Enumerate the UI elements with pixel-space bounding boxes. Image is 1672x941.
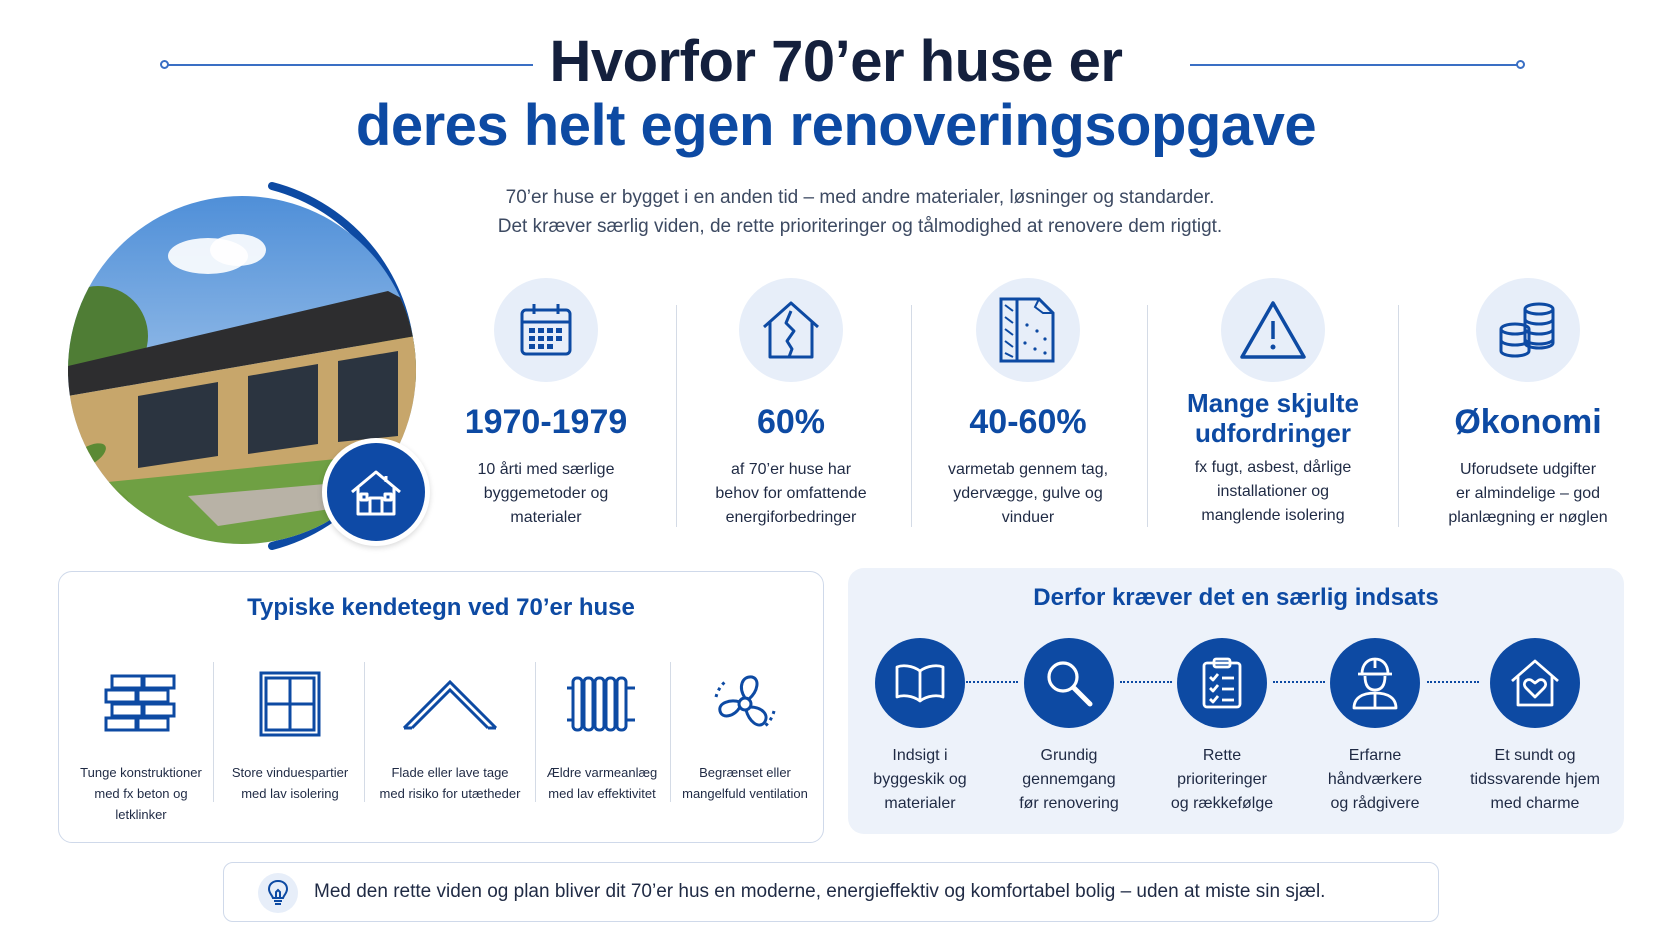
feature-label-line: med fx beton og	[94, 786, 188, 801]
steps-panel	[848, 568, 1624, 834]
radiator-icon	[537, 664, 667, 744]
step-label-line: håndværkere	[1327, 771, 1423, 788]
feature-label-line: med lav effektivitet	[548, 786, 656, 801]
title-line-2: deres helt egen renoveringsopgave	[355, 93, 1317, 158]
feature-label-line: letklinker	[115, 807, 167, 822]
stat-desc-line: fx fugt, asbest, dårlige	[1194, 459, 1352, 476]
step-label-line: materialer	[884, 795, 956, 812]
step-label-line: og rådgivere	[1330, 795, 1420, 812]
feature-old-heating	[537, 664, 667, 804]
step-label-line: Grundig	[1040, 747, 1098, 764]
features-title: Typiske kendetegn ved 70’er huse	[247, 594, 635, 621]
stat-divider	[1147, 305, 1148, 527]
stat-value: 1970-1979	[464, 403, 628, 441]
lightbulb-icon	[258, 873, 298, 913]
stat-divider	[1398, 305, 1399, 527]
feature-label-line: Begrænset eller	[699, 765, 791, 780]
footer-text: Med den rette viden og plan bliver dit 70’er hus en moderne, energieffektiv og komfortabel bolig – uden at miste sin sjæl.	[314, 881, 1326, 902]
stat-value: 40-60%	[969, 403, 1087, 441]
feature-divider	[535, 662, 536, 802]
step-label-line: prioriteringer	[1177, 771, 1267, 788]
insulation-icon	[976, 278, 1080, 382]
step-label	[1455, 744, 1615, 816]
step-label-line: gennemgang	[1022, 771, 1116, 788]
stat-hidden-challenges	[1158, 278, 1388, 528]
step-label-line: Rette	[1202, 747, 1242, 764]
warning-icon	[1221, 278, 1325, 382]
feature-label	[537, 762, 667, 804]
feature-label-line: Tunge konstruktioner	[80, 765, 202, 780]
step-insight	[845, 638, 995, 816]
subtitle-line-2: Det kræver særlig viden, de rette prioriteringer og tålmodighed at renovere dem rigtigt.	[497, 216, 1223, 237]
stat-description	[1158, 456, 1388, 528]
cracked-house-icon	[739, 278, 843, 382]
stat-divider	[911, 305, 912, 527]
stat-description	[1413, 458, 1643, 530]
stat-description	[681, 458, 901, 530]
stat-economy	[1413, 278, 1643, 530]
stat-desc-line: 10 årti med særlige	[477, 461, 615, 478]
worker-icon	[1330, 638, 1420, 728]
feature-label	[65, 762, 217, 825]
calendar-icon	[494, 278, 598, 382]
hero-image	[30, 180, 430, 560]
footer-callout	[223, 862, 1439, 922]
feature-divider	[213, 662, 214, 802]
feature-large-windows	[215, 664, 365, 804]
stat-desc-line: materialer	[510, 509, 582, 526]
step-label-line: Erfarne	[1348, 747, 1402, 764]
feature-label-line: Flade eller lave tage	[391, 765, 509, 780]
brick-wall-icon	[65, 664, 217, 744]
stat-description	[436, 458, 656, 530]
magnifier-icon	[1024, 638, 1114, 728]
step-priorities	[1147, 638, 1297, 816]
step-label-line: byggeskik og	[873, 771, 967, 788]
stat-desc-line: Uforudsete udgifter	[1459, 461, 1597, 478]
step-label-line: og rækkefølge	[1170, 795, 1274, 812]
flat-roof-icon	[365, 664, 535, 744]
page-title	[0, 30, 1672, 158]
stat-value-line: udfordringer	[1195, 418, 1351, 448]
stat-desc-line: byggemetoder og	[483, 485, 609, 502]
step-label	[845, 744, 995, 816]
step-label-line: Et sundt og	[1494, 747, 1576, 764]
stat-desc-line: energiforbedringer	[725, 509, 857, 526]
stat-desc-line: ydervægge, gulve og	[953, 485, 1103, 502]
stat-value-line: Mange skjulte	[1187, 388, 1359, 418]
stat-desc-line: vinduer	[1001, 509, 1055, 526]
step-label-line: før renovering	[1019, 795, 1119, 812]
feature-heavy-construction	[65, 664, 217, 825]
fan-icon	[673, 664, 817, 744]
stat-energy-need	[681, 278, 901, 530]
heart-house-icon	[1490, 638, 1580, 728]
stat-value: 60%	[756, 403, 826, 441]
coins-icon	[1476, 278, 1580, 382]
step-label	[1147, 744, 1297, 816]
stat-desc-line: af 70’er huse har	[730, 461, 852, 478]
step-craftsmen	[1300, 638, 1450, 816]
feature-label-line: mangelfuld ventilation	[682, 786, 808, 801]
feature-label	[365, 762, 535, 804]
window-icon	[215, 664, 365, 744]
feature-label-line: med lav isolering	[241, 786, 339, 801]
subtitle	[380, 183, 1340, 241]
feature-label-line: Ældre varmeanlæg	[546, 765, 658, 780]
stat-desc-line: varmetab gennem tag,	[947, 461, 1109, 478]
stat-description	[918, 458, 1138, 530]
feature-flat-roofs	[365, 664, 535, 804]
subtitle-line-1: 70’er huse er bygget i en anden tid – med andre materialer, løsninger og standarder.	[505, 187, 1215, 208]
stat-heat-loss	[918, 278, 1138, 530]
step-healthy-home	[1455, 638, 1615, 816]
step-label-line: Indsigt i	[892, 747, 948, 764]
feature-label-line: med risiko for utætheder	[379, 786, 521, 801]
stat-desc-line: er almindelige – god	[1455, 485, 1601, 502]
step-label-line: med charme	[1490, 795, 1580, 812]
feature-ventilation	[673, 664, 817, 804]
stat-divider	[676, 305, 677, 527]
step-label	[1300, 744, 1450, 816]
stat-desc-line: installationer og	[1216, 483, 1330, 500]
step-label-line: tidssvarende hjem	[1470, 771, 1600, 788]
stat-decade	[436, 278, 656, 530]
step-label	[994, 744, 1144, 816]
house-badge-icon	[322, 438, 430, 546]
checklist-icon	[1177, 638, 1267, 728]
features-panel	[58, 571, 824, 843]
feature-label	[215, 762, 365, 804]
steps-title: Derfor kræver det en særlig indsats	[1033, 584, 1439, 611]
book-icon	[875, 638, 965, 728]
stat-value	[1158, 388, 1388, 448]
feature-label	[673, 762, 817, 804]
feature-divider	[670, 662, 671, 802]
stat-value: Økonomi	[1454, 403, 1602, 441]
stat-desc-line: planlægning er nøglen	[1448, 509, 1608, 526]
stat-desc-line: behov for omfattende	[715, 485, 867, 502]
title-line-1: Hvorfor 70’er huse er	[549, 29, 1123, 94]
step-inspection	[994, 638, 1144, 816]
stat-desc-line: manglende isolering	[1201, 507, 1345, 524]
feature-label-line: Store vinduespartier	[231, 765, 349, 780]
